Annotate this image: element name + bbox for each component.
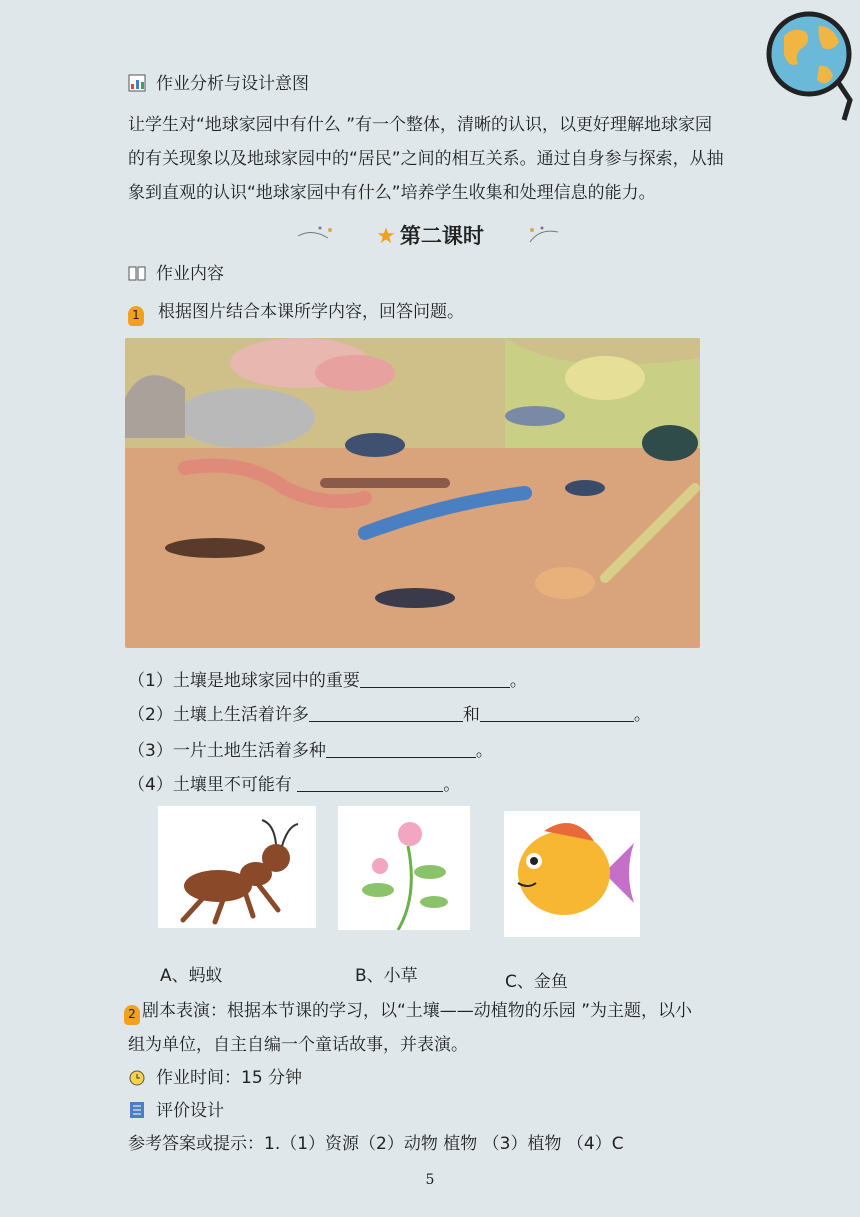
star-icon: ★ (376, 224, 396, 249)
q2-line: 组为单位，自主自编一个童话故事，并表演。 (128, 1035, 468, 1055)
q1-prompt (128, 304, 464, 326)
time-label: 作业时间：15 分钟 (156, 1068, 303, 1088)
answer-key: 参考答案或提示：1.（1）资源（2）动物 植物 （3）植物 （4）C (128, 1134, 624, 1154)
evaluation-title: 评价设计 (156, 1101, 224, 1121)
answer-blank[interactable] (480, 703, 634, 722)
answer-blank[interactable] (297, 773, 443, 792)
book-icon (128, 264, 146, 282)
alarm-clock-icon (128, 1068, 146, 1086)
question-4 (128, 770, 460, 795)
option-c[interactable]: C、金鱼 (505, 972, 568, 992)
analysis-line: 让学生对“地球家园中有什么 ”有一个整体，清晰的认识，以更好理解地球家园 (128, 115, 713, 135)
ant-picture (158, 806, 316, 928)
question-end: 。 (475, 741, 493, 761)
analysis-line: 的有关现象以及地球家园中的“居民”之间的相互关系。通过自身参与探索，从抽 (128, 149, 724, 169)
chart-icon (128, 74, 146, 92)
page-number: 5 (425, 1172, 435, 1188)
option-b[interactable]: B、小草 (355, 966, 418, 986)
question-end: 。 (443, 775, 461, 795)
answer-blank[interactable] (326, 739, 476, 758)
question-text: （4）土壤里不可能有 (128, 775, 298, 795)
analysis-line: 象到直观的认识“地球家园中有什么”培养学生收集和处理信息的能力。 (128, 183, 656, 203)
lightbulb-2-icon: 2 (124, 1005, 140, 1025)
sparkle-right-icon (524, 224, 564, 246)
analysis-title: 作业分析与设计意图 (156, 74, 309, 94)
question-text: （3）一片土地生活着多种 (128, 741, 326, 761)
evaluation-heading (128, 1101, 224, 1120)
flower-picture (338, 806, 470, 930)
soil-animals-illustration (125, 338, 700, 648)
option-a[interactable]: A、蚂蚁 (160, 966, 223, 986)
q1-prompt-text: 根据图片结合本课所学内容，回答问题。 (158, 302, 464, 322)
lesson-title (0, 220, 860, 250)
content-title: 作业内容 (156, 264, 224, 284)
question-text: （2）土壤上生活着许多 (128, 705, 309, 725)
question-text: （1）土壤是地球家园中的重要 (128, 671, 360, 691)
q2-line (124, 994, 734, 1028)
question-end: 。 (509, 671, 527, 691)
time-row (128, 1068, 302, 1087)
q2-block (124, 994, 734, 1062)
q2-text: 剧本表演：根据本节课的学习，以“土壤——动植物的乐园 ”为主题，以小 (142, 1001, 693, 1021)
globe-magnifier-icon (764, 6, 854, 126)
sparkle-left-icon (296, 224, 336, 246)
lesson-title-text: 第二课时 (399, 224, 484, 248)
question-mid: 和 (462, 705, 480, 725)
question-2 (128, 700, 651, 725)
analysis-heading (128, 74, 309, 93)
goldfish-picture (504, 811, 640, 937)
content-heading (128, 264, 224, 283)
question-3 (128, 736, 493, 761)
answer-blank[interactable] (309, 703, 463, 722)
lightbulb-1-icon: 1 (128, 306, 144, 326)
question-end: 。 (633, 705, 651, 725)
analysis-paragraph (128, 108, 734, 210)
checklist-icon (128, 1101, 146, 1119)
answer-blank[interactable] (360, 669, 510, 688)
question-1 (128, 666, 527, 691)
